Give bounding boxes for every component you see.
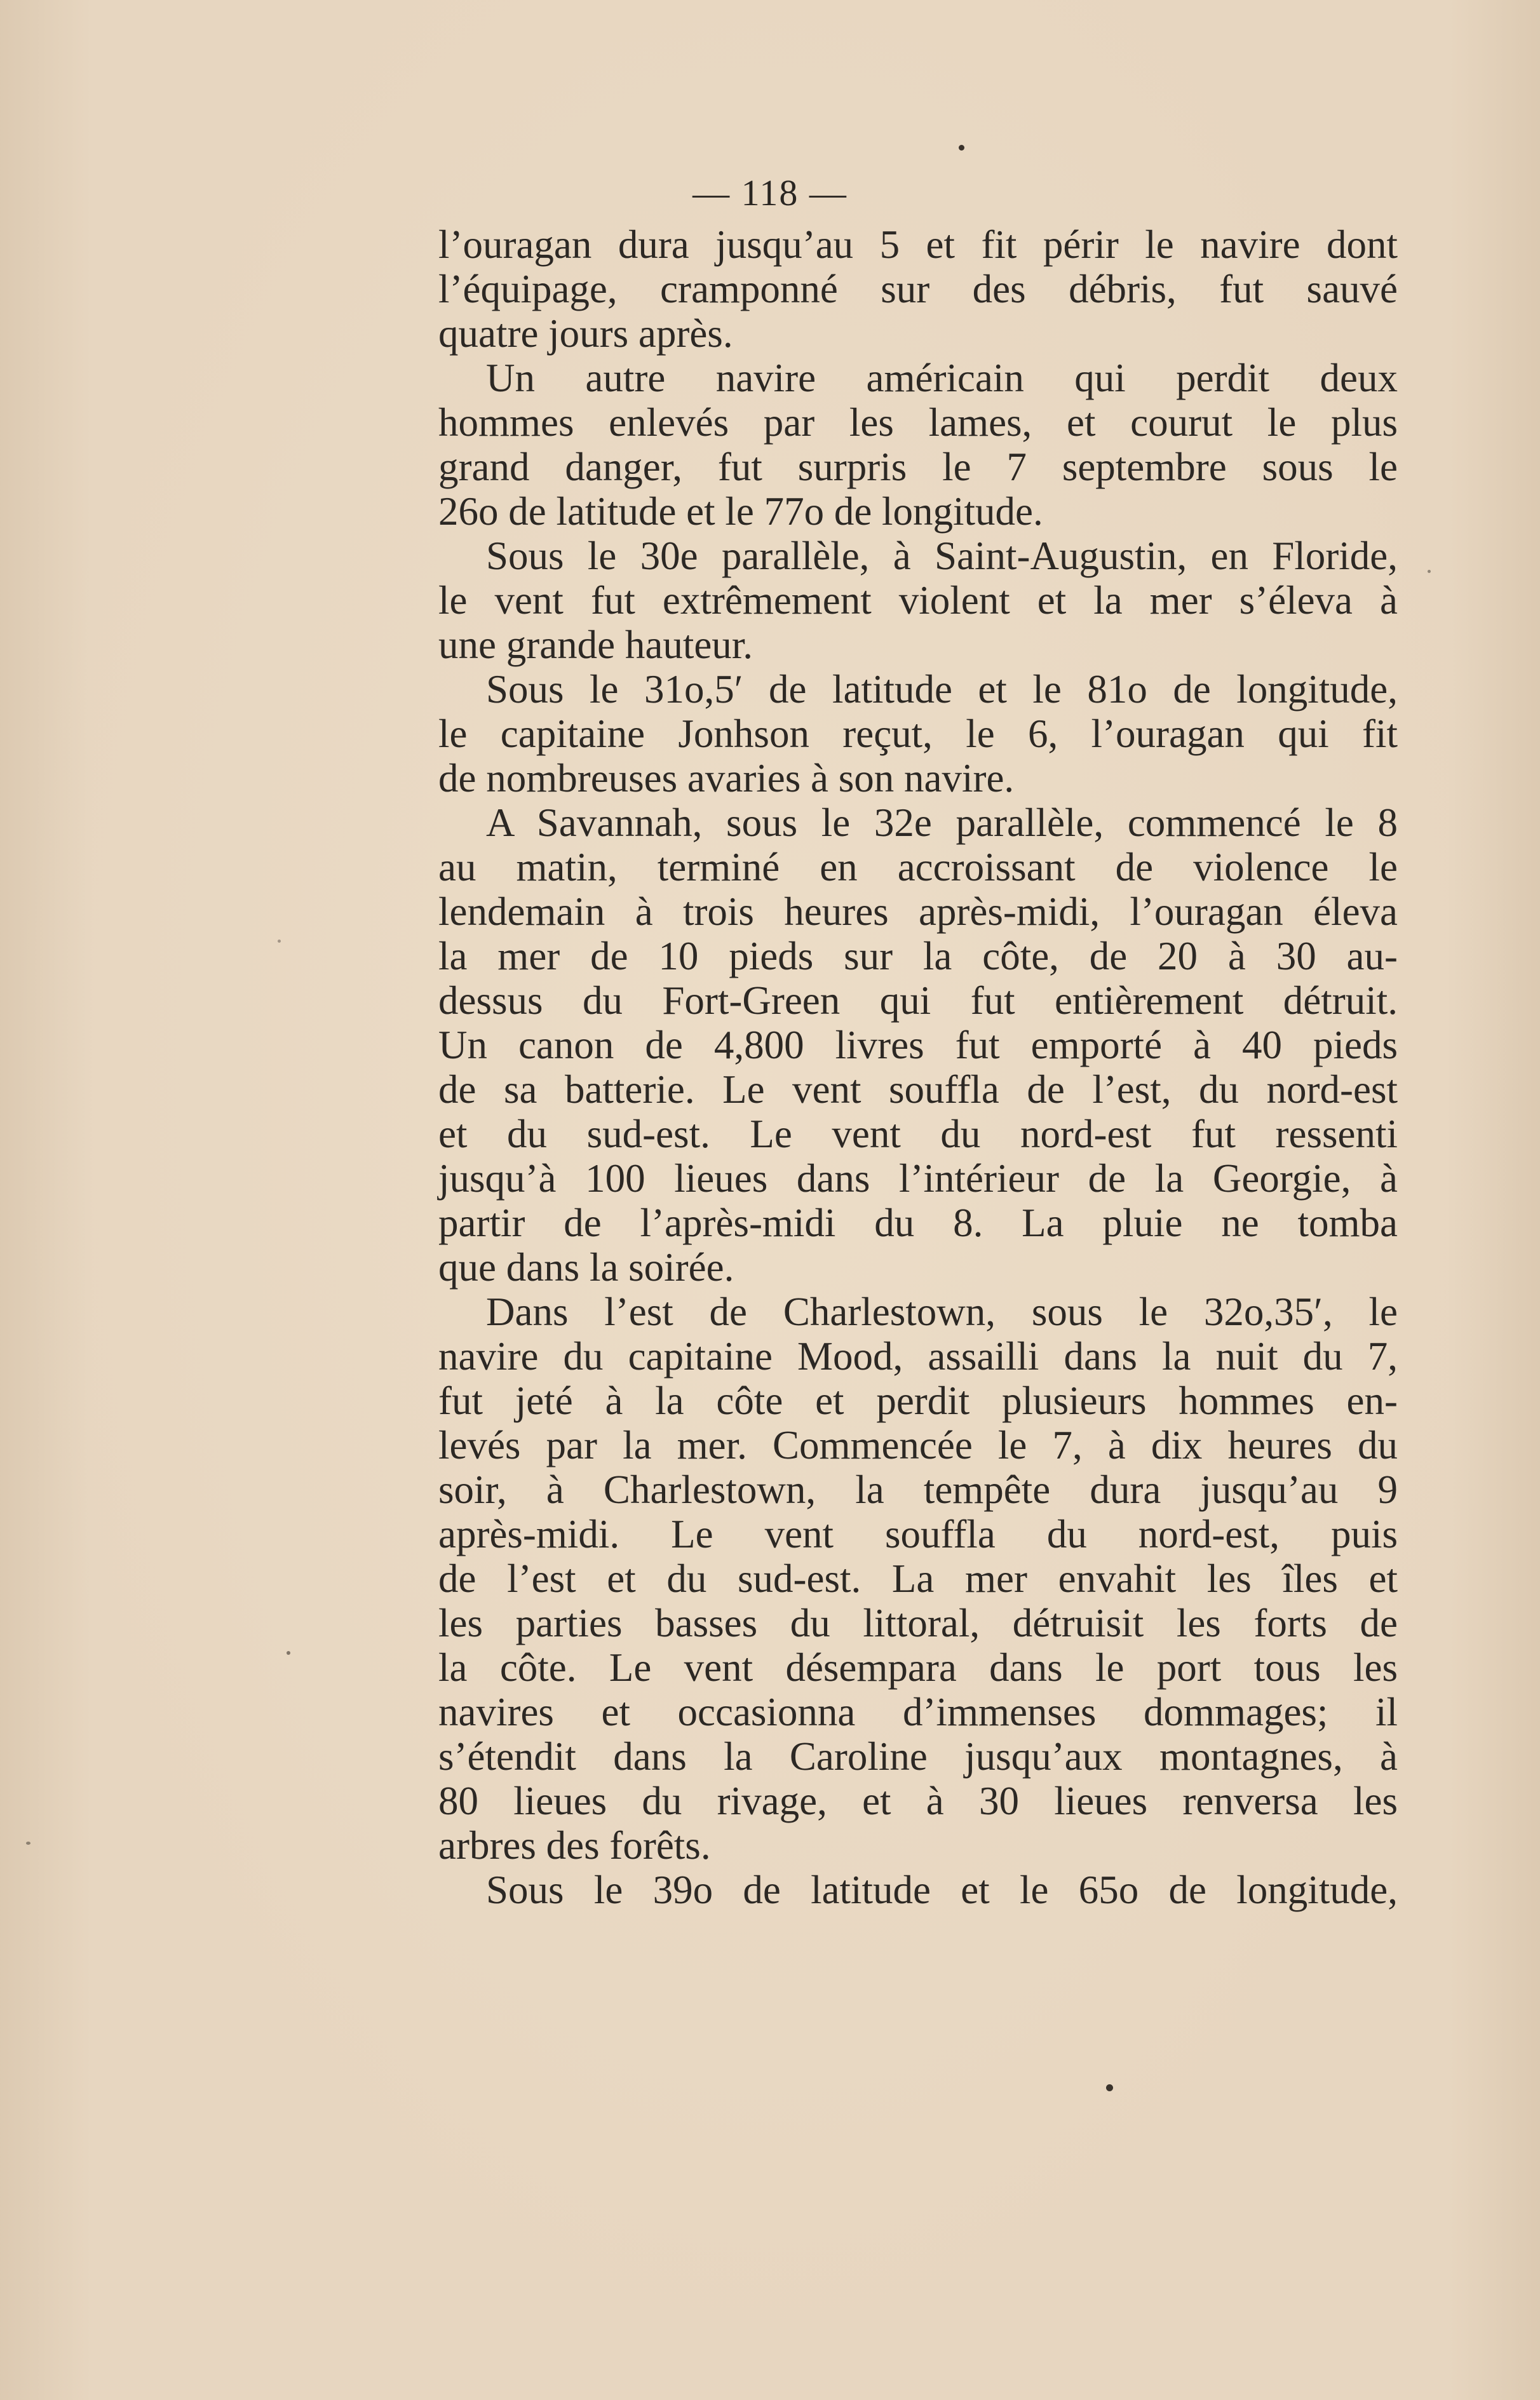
text-line: Dans l’est de Charlestown, sous le 32o,35′, le — [486, 1290, 1398, 1334]
text-line: les parties basses du littoral, détruisit les forts de — [438, 1601, 1398, 1645]
ink-speck — [278, 940, 281, 943]
text-line: jusqu’à 100 lieues dans l’intérieur de la Georgie, à — [438, 1156, 1398, 1201]
text-line: le vent fut extrêmement violent et la mer s’éleva à — [438, 578, 1398, 623]
page-number: — 118 — — [692, 172, 848, 213]
ink-speck — [26, 1842, 30, 1845]
text-line: et du sud-est. Le vent du nord-est fut ressenti — [438, 1112, 1398, 1156]
text-line: l’ouragan dura jusqu’au 5 et fit périr le navire dont — [438, 222, 1398, 267]
ink-speck — [1106, 2084, 1113, 2091]
text-line: Un autre navire américain qui perdit deux — [486, 356, 1398, 400]
text-line: après-midi. Le vent souffla du nord-est, puis — [438, 1512, 1398, 1556]
text-line: lendemain à trois heures après-midi, l’ouragan éleva — [438, 889, 1398, 934]
text-line: dessus du Fort-Green qui fut entièrement détruit. — [438, 978, 1398, 1023]
text-line: le capitaine Jonhson reçut, le 6, l’ouragan qui fit — [438, 711, 1398, 756]
text-line: de sa batterie. Le vent souffla de l’est, du nord-est — [438, 1067, 1398, 1112]
text-line: arbres des forêts. — [438, 1823, 711, 1868]
text-line: s’étendit dans la Caroline jusqu’aux montagnes, à — [438, 1734, 1398, 1779]
text-line: Sous le 30e parallèle, à Saint-Augustin, en Floride, — [486, 534, 1398, 578]
ink-speck — [1428, 570, 1431, 573]
text-line: Un canon de 4,800 livres fut emporté à 40 pieds — [438, 1023, 1398, 1067]
text-line: levés par la mer. Commencée le 7, à dix heures du — [438, 1423, 1398, 1467]
text-line: une grande hauteur. — [438, 623, 753, 667]
text-line: navire du capitaine Mood, assailli dans la nuit du 7, — [438, 1334, 1398, 1379]
text-line: partir de l’après-midi du 8. La pluie ne tomba — [438, 1201, 1398, 1245]
text-line: 80 lieues du rivage, et à 30 lieues renversa les — [438, 1779, 1398, 1823]
text-line: grand danger, fut surpris le 7 septembre sous le — [438, 445, 1398, 489]
text-line: l’équipage, cramponné sur des débris, fut sauvé — [438, 267, 1398, 311]
text-line: navires et occasionna d’immenses dommages; il — [438, 1690, 1398, 1734]
text-line: la côte. Le vent désempara dans le port tous les — [438, 1645, 1398, 1690]
text-line: hommes enlevés par les lames, et courut le plus — [438, 400, 1398, 445]
ink-speck — [287, 1651, 290, 1655]
body-text — [438, 222, 1398, 1912]
text-line: de l’est et du sud-est. La mer envahit les îles et — [438, 1556, 1398, 1601]
text-line: de nombreuses avaries à son navire. — [438, 756, 1015, 800]
text-line: la mer de 10 pieds sur la côte, de 20 à 30 au- — [438, 934, 1398, 978]
text-line: au matin, terminé en accroissant de violence le — [438, 845, 1398, 889]
text-line: A Savannah, sous le 32e parallèle, commencé le 8 — [486, 800, 1398, 845]
text-line: Sous le 31o,5′ de latitude et le 81o de longitude, — [486, 667, 1398, 711]
text-line: Sous le 39o de latitude et le 65o de longitude, — [486, 1868, 1398, 1912]
text-line: quatre jours après. — [438, 311, 733, 356]
text-line: que dans la soirée. — [438, 1245, 734, 1290]
text-line: soir, à Charlestown, la tempête dura jusqu’au 9 — [438, 1467, 1398, 1512]
text-line: 26o de latitude et le 77o de longitude. — [438, 489, 1043, 534]
text-line: fut jeté à la côte et perdit plusieurs hommes en- — [438, 1379, 1398, 1423]
ink-speck — [959, 145, 964, 151]
